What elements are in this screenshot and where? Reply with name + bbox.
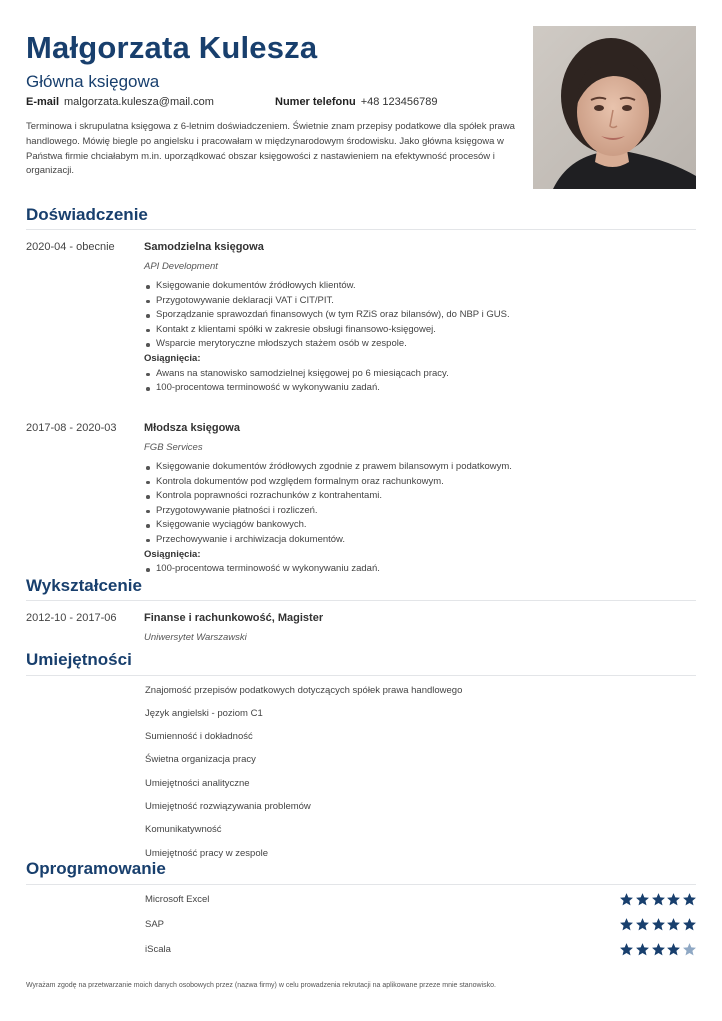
software-name: iScala	[145, 944, 171, 955]
job-position: Młodsza księgowa	[144, 422, 240, 434]
education-divider	[26, 600, 696, 601]
duty-item: Przygotowywanie płatności i rozliczeń.	[144, 504, 684, 519]
duty-item: Kontrola dokumentów pod względem formalnym oraz rachunkowym.	[144, 475, 684, 490]
job-dates: 2017-08 - 2020-03	[26, 422, 117, 434]
duty-item: Księgowanie dokumentów źródłowych klientów.	[144, 279, 684, 294]
star-filled-icon	[619, 942, 634, 957]
star-filled-icon	[635, 917, 650, 932]
experience-divider	[26, 229, 696, 230]
star-filled-icon	[666, 942, 681, 957]
skill-item: Umiejętność pracy w zespole	[145, 848, 269, 859]
duty-item: Przygotowywanie deklaracji VAT i CIT/PIT.	[144, 294, 684, 309]
gdpr-consent-clause: Wyrażam zgodę na przetwarzanie moich danych osobowych przez (nazwa firmy) w celu prowadzenia rekrutacji na aplikowane przeze mnie stanowisko.	[26, 982, 496, 989]
profile-summary: Terminowa i skrupulatna księgowa z 6-letnim doświadczeniem. Świetnie znam przepisy podatkowe dla spółek prawa handlowego. Mówię biegle po angielsku i pracowałam w międzynarodowym środowisku. Jako główna księgowa w Państwa firmie chciałabym m.in. uporządkować obszar księgowości z nastawieniem na efektywność procesów i organizacji.	[26, 121, 515, 177]
software-divider	[26, 884, 696, 885]
duty-item: Sporządzanie sprawozdań finansowych (w tym RZiS oraz bilansów), do NBP i GUS.	[144, 308, 684, 323]
achievement-item: 100-procentowa terminowość w wykonywaniu zadań.	[144, 562, 684, 577]
software-name: SAP	[145, 919, 165, 930]
star-filled-icon	[635, 942, 650, 957]
experience-section-title: Doświadczenie	[26, 205, 148, 224]
education-section-title: Wykształcenie	[26, 576, 142, 595]
star-filled-icon	[635, 892, 650, 907]
skill-item: Język angielski - poziom C1	[145, 708, 263, 719]
skill-item: Umiejętność rozwiązywania problemów	[145, 801, 311, 812]
duty-item: Księgowanie wyciągów bankowych.	[144, 518, 684, 533]
skill-item: Świetna organizacja pracy	[145, 754, 256, 765]
achievement-item: 100-procentowa terminowość w wykonywaniu zadań.	[144, 381, 684, 396]
skill-item: Komunikatywność	[145, 824, 222, 835]
star-filled-icon	[651, 942, 666, 957]
email-contact	[26, 96, 214, 108]
star-empty-icon	[682, 942, 697, 957]
duty-item: Kontrola poprawności rozrachunków z kontrahentami.	[144, 489, 684, 504]
email-value: malgorzata.kulesza@mail.com	[64, 96, 214, 108]
email-label: E-mail	[26, 96, 60, 108]
software-rating	[619, 917, 697, 933]
job-position: Samodzielna księgowa	[144, 241, 264, 253]
achievement-item: Awans na stanowisko samodzielnej księgowej po 6 miesiącach pracy.	[144, 367, 684, 382]
education-school: Uniwersytet Warszawski	[144, 632, 247, 643]
job-company: API Development	[144, 261, 218, 272]
job-dates: 2020-04 - obecnie	[26, 241, 115, 253]
software-rating	[619, 892, 697, 908]
job-details	[144, 460, 684, 577]
candidate-name: Małgorzata Kulesza	[26, 30, 318, 65]
skills-section-title: Umiejętności	[26, 650, 132, 669]
job-title: Główna księgowa	[26, 72, 160, 91]
phone-value: +48 123456789	[360, 96, 438, 108]
duties-list	[144, 460, 684, 548]
skill-item: Znajomość przepisów podatkowych dotyczących spółek prawa handlowego	[145, 685, 463, 696]
skills-divider	[26, 675, 696, 676]
star-filled-icon	[682, 917, 697, 932]
duty-item: Księgowanie dokumentów źródłowych zgodnie z prawem bilansowym i podatkowym.	[144, 460, 684, 475]
duties-list	[144, 279, 684, 352]
duty-item: Kontakt z klientami spółki w zakresie obsługi finansowo-księgowej.	[144, 323, 684, 338]
skill-item: Sumienność i dokładność	[145, 731, 253, 742]
profile-photo	[533, 26, 696, 189]
software-rating	[619, 942, 697, 958]
phone-label: Numer telefonu	[275, 96, 356, 108]
phone-contact	[275, 96, 437, 108]
achievements-list	[144, 562, 684, 577]
star-filled-icon	[619, 892, 634, 907]
duty-item: Wsparcie merytoryczne młodszych stażem osób w zespole.	[144, 337, 684, 352]
star-filled-icon	[682, 892, 697, 907]
star-filled-icon	[619, 917, 634, 932]
duty-item: Przechowywanie i archiwizacja dokumentów.	[144, 533, 684, 548]
star-filled-icon	[651, 892, 666, 907]
star-filled-icon	[666, 917, 681, 932]
job-company: FGB Services	[144, 442, 203, 453]
job-details	[144, 279, 684, 396]
skill-item: Umiejętności analityczne	[145, 778, 250, 789]
star-filled-icon	[666, 892, 681, 907]
education-dates: 2012-10 - 2017-06	[26, 612, 117, 624]
achievements-list	[144, 367, 684, 396]
software-section-title: Oprogramowanie	[26, 859, 166, 878]
achievements-label: Osiągnięcia:	[144, 352, 201, 364]
achievements-label: Osiągnięcia:	[144, 548, 201, 560]
education-degree: Finanse i rachunkowość, Magister	[144, 612, 324, 624]
software-name: Microsoft Excel	[145, 894, 210, 905]
star-filled-icon	[651, 917, 666, 932]
